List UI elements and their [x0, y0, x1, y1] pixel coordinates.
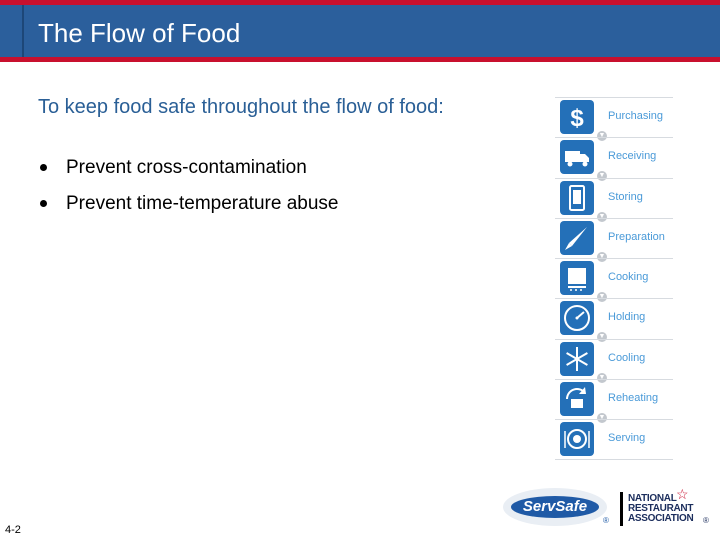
nra-logo-line: RESTAURANT	[628, 503, 694, 514]
gauge-icon	[560, 301, 594, 335]
footer-logos	[500, 486, 715, 534]
arrow-down-icon: ▼	[598, 333, 606, 341]
flow-step-label: Cooling	[608, 351, 646, 364]
stove-icon	[560, 261, 594, 295]
flow-step-serving	[555, 419, 673, 459]
truck-icon	[560, 140, 594, 174]
intro-text: To keep food safe throughout the flow of food:	[38, 96, 444, 118]
arrow-down-icon: ▼	[598, 172, 606, 180]
servsafe-logo-text: ServSafe	[522, 498, 588, 515]
nra-logo-line: ASSOCIATION	[628, 513, 694, 524]
flow-step-label: Cooking	[608, 271, 649, 284]
flow-step-reheating	[555, 379, 673, 422]
bullet-list	[38, 156, 338, 228]
reheat-icon	[560, 382, 594, 416]
flow-step-label: Holding	[608, 311, 646, 324]
flow-step-label: Preparation	[608, 230, 665, 243]
servsafe-logo	[503, 488, 607, 526]
knife-icon	[560, 221, 594, 255]
registered-mark: ®	[603, 516, 609, 525]
flow-step-cooking	[555, 258, 673, 301]
arrow-down-icon: ▼	[598, 132, 606, 139]
flow-step-purchasing	[555, 97, 673, 137]
flow-step-label: Reheating	[608, 392, 659, 405]
arrow-down-icon: ▼	[598, 212, 606, 220]
title-bar	[0, 0, 720, 62]
arrow-down-icon: ▼	[598, 373, 606, 381]
dollar-icon	[560, 100, 594, 134]
flow-step-label: Serving	[608, 432, 646, 445]
svg-text:$: $	[570, 105, 584, 132]
star-icon: ☆	[676, 486, 689, 502]
title-bar-divider	[22, 5, 24, 57]
slide-title: The Flow of Food	[38, 18, 241, 48]
arrow-down-icon: ▼	[598, 414, 606, 422]
nra-logo-bar	[620, 492, 623, 526]
flow-step-holding	[555, 298, 673, 341]
snowflake-icon	[560, 342, 594, 376]
bullet-item: Prevent time-temperature abuse	[38, 192, 338, 228]
page-number: 4-2	[5, 524, 21, 536]
bullet-item: Prevent cross-contamination	[38, 156, 338, 192]
flow-step-cooling	[555, 339, 673, 379]
registered-mark: ®	[703, 516, 709, 525]
arrow-down-icon: ▼	[598, 293, 606, 301]
title-bar-bottom-stripe	[0, 57, 720, 62]
flow-step-label: Receiving	[608, 150, 657, 163]
flow-step-label: Storing	[608, 190, 643, 203]
refrigerator-icon	[560, 181, 594, 215]
plate-icon	[560, 422, 594, 456]
flow-step-storing	[555, 178, 673, 218]
flow-step-preparation	[555, 218, 673, 258]
flow-step-receiving	[555, 137, 673, 180]
flow-step-label: Purchasing	[608, 110, 664, 122]
nra-logo-line: NATIONAL	[628, 493, 677, 504]
flow-of-food-diagram	[555, 97, 673, 460]
arrow-down-icon: ▼	[598, 252, 606, 260]
title-bar-top-stripe	[0, 0, 720, 5]
